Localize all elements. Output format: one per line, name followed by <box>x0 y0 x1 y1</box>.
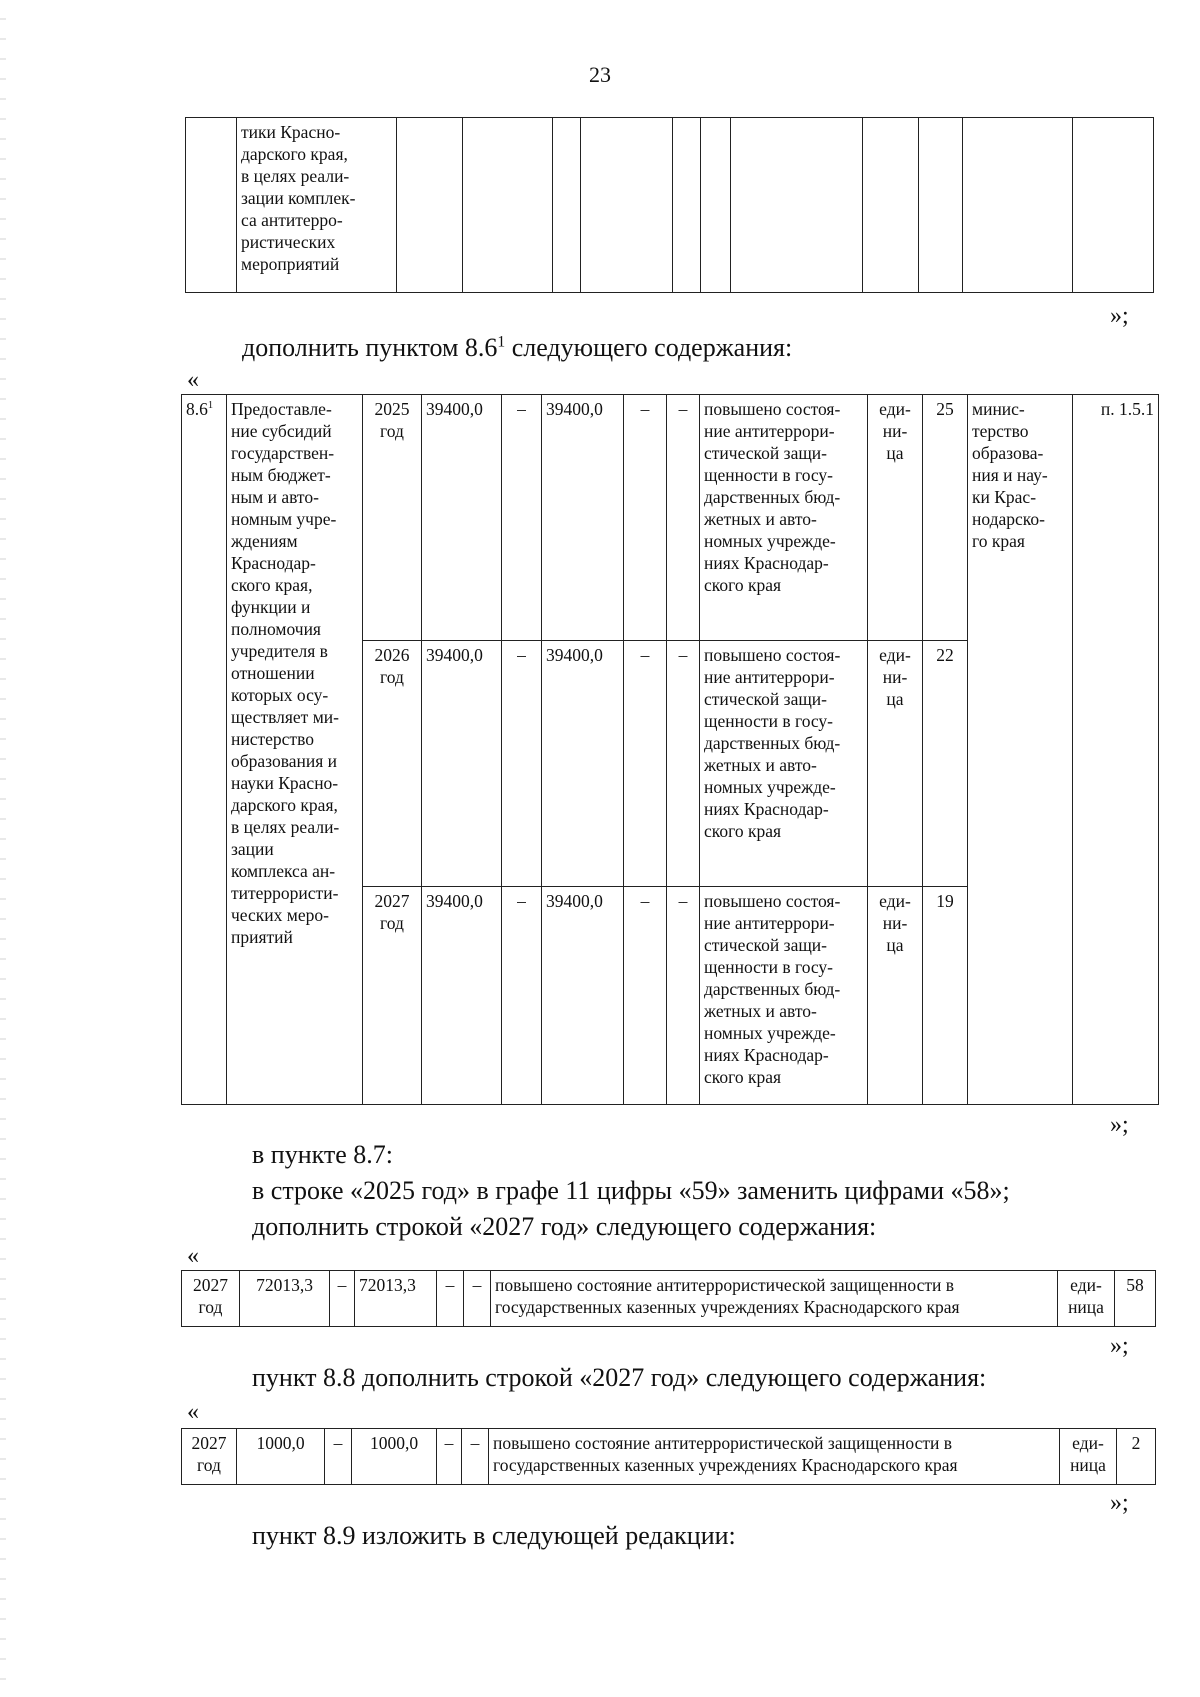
total-cell: 39400,0 <box>422 887 502 1105</box>
local-cell: – <box>437 1271 464 1327</box>
federal-cell: – <box>502 887 542 1105</box>
year-cell: 2027 год <box>363 887 422 1105</box>
regional-cell: 39400,0 <box>542 887 624 1105</box>
total-cell: 72013,3 <box>240 1271 330 1327</box>
other-cell: – <box>667 887 700 1105</box>
value-cell: 2 <box>1117 1429 1156 1485</box>
intro-8-6-1 <box>242 330 792 366</box>
local-cell: – <box>437 1429 462 1485</box>
year-cell: 2027 год <box>182 1429 237 1485</box>
unit-cell: еди- ница <box>1060 1429 1117 1485</box>
intro-text-after: следующего содержания: <box>505 333 793 362</box>
table-8-7 <box>181 1270 1156 1327</box>
open-quote: « <box>187 1243 199 1269</box>
value-cell: 19 <box>923 887 968 1105</box>
regional-cell: 39400,0 <box>542 641 624 887</box>
close-quote: »; <box>1110 303 1129 329</box>
result-cell: повышено состоя- ние антитеррори- стической защи- щенности в госу- дарственных бюд- жетных и авто- номных учрежде- ниях Краснодар- ского края <box>700 887 868 1105</box>
result-cell: повышено состояние антитеррористической защищенности в государственных казенных учреждениях Краснодарского края <box>491 1271 1058 1327</box>
other-cell: – <box>667 395 700 641</box>
executor-cell: минис- терство образова- ния и нау- ки Крас- нодарско- го края <box>968 395 1073 1105</box>
unit-cell: еди- ни- ца <box>868 887 923 1105</box>
open-quote: « <box>187 367 199 393</box>
total-cell: 39400,0 <box>422 395 502 641</box>
page-number: 23 <box>589 62 611 87</box>
regional-cell: 72013,3 <box>355 1271 437 1327</box>
unit-cell: еди- ни- ца <box>868 641 923 887</box>
result-cell: повышено состоя- ние антитеррори- стической защи- щенности в госу- дарственных бюд- жетных и авто- номных учрежде- ниях Краснодар- ского края <box>700 395 868 641</box>
task-cell: п. 1.5.1 <box>1073 395 1159 1105</box>
result-cell: повышено состоя- ние антитеррори- стической защи- щенности в госу- дарственных бюд- жетных и авто- номных учрежде- ниях Краснодар- ского края <box>700 641 868 887</box>
item-name: Предоставле- ние субсидий государствен- ным бюджет- ным и авто- номным учре- ждениям Краснодар- ского края, функции и полномочия учредителя в отношении которых осу- ществляет ми- нистерство образования и науки Красно- дарского края, в целях реали- зации комплекса ан- титеррористи- ческих меро- приятий <box>227 395 363 1105</box>
federal-cell: – <box>325 1429 352 1485</box>
other-cell: – <box>667 641 700 887</box>
year-cell: 2026 год <box>363 641 422 887</box>
table-8-6-1 <box>181 394 1159 1105</box>
section-8-7-line1: в пункте 8.7: <box>252 1140 394 1169</box>
local-cell: – <box>624 887 667 1105</box>
table-8-8 <box>181 1428 1156 1485</box>
local-cell: – <box>624 641 667 887</box>
local-cell: – <box>624 395 667 641</box>
federal-cell: – <box>502 641 542 887</box>
intro-text-before: дополнить пунктом 8.6 <box>242 333 498 362</box>
section-8-9-line: пункт 8.9 изложить в следующей редакции: <box>252 1521 736 1550</box>
value-cell: 58 <box>1115 1271 1156 1327</box>
total-cell: 1000,0 <box>237 1429 325 1485</box>
result-cell: повышено состояние антитеррористической защищенности в государственных казенных учреждениях Краснодарского края <box>489 1429 1060 1485</box>
close-quote: »; <box>1110 1490 1129 1516</box>
value-cell: 22 <box>923 641 968 887</box>
regional-cell: 39400,0 <box>542 395 624 641</box>
close-quote: »; <box>1110 1112 1129 1138</box>
year-cell: 2025 год <box>363 395 422 641</box>
cell-empty <box>186 118 237 293</box>
unit-cell: еди- ница <box>1058 1271 1115 1327</box>
year-cell: 2027 год <box>182 1271 240 1327</box>
item-number: $8.6^1$ <box>182 395 227 1105</box>
fragment-text: тики Красно- дарского края, в целях реали- зации комплек- са антитерро- ристических мероприятий <box>237 118 397 293</box>
section-8-7-line2: в строке «2025 год» в графе 11 цифры «59» заменить цифрами «58»; <box>252 1176 1010 1205</box>
unit-cell: еди- ни- ца <box>868 395 923 641</box>
section-8-8-line: пункт 8.8 дополнить строкой «2027 год» следующего содержания: <box>252 1363 987 1392</box>
top-fragment-table <box>185 117 1154 293</box>
intro-sup: 1 <box>497 333 506 351</box>
section-8-7-line3: дополнить строкой «2027 год» следующего содержания: <box>252 1212 877 1241</box>
federal-cell: – <box>502 395 542 641</box>
scan-edge <box>0 0 6 1697</box>
federal-cell: – <box>330 1271 355 1327</box>
total-cell: 39400,0 <box>422 641 502 887</box>
regional-cell: 1000,0 <box>352 1429 437 1485</box>
open-quote: « <box>187 1399 199 1425</box>
value-cell: 25 <box>923 395 968 641</box>
other-cell: – <box>464 1271 491 1327</box>
close-quote: »; <box>1110 1333 1129 1359</box>
other-cell: – <box>462 1429 489 1485</box>
